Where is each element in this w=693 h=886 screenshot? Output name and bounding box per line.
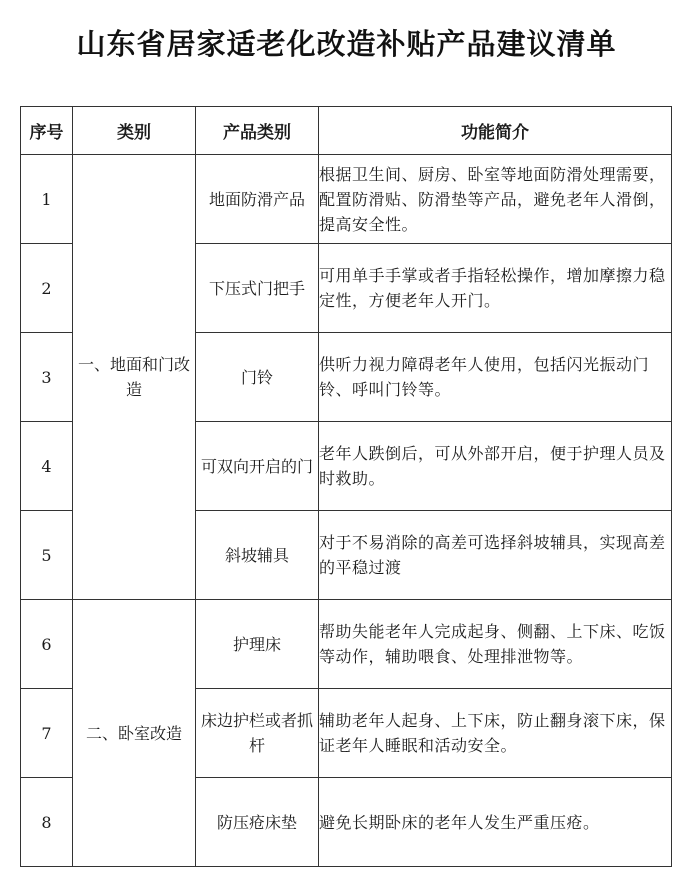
function-description: 根据卫生间、厨房、卧室等地面防滑处理需要，配置防滑贴、防滑垫等产品，避免老年人滑倒，提高安全性。	[319, 155, 672, 244]
row-number: 7	[21, 689, 73, 778]
row-number: 4	[21, 422, 73, 511]
table-row	[21, 600, 672, 689]
product-type: 护理床	[196, 600, 319, 689]
table-row	[21, 155, 672, 244]
row-number: 1	[21, 155, 73, 244]
category-floor-door: 一、地面和门改造	[73, 155, 196, 600]
header-product: 产品类别	[196, 107, 319, 155]
header-category: 类别	[73, 107, 196, 155]
row-number: 5	[21, 511, 73, 600]
product-type: 可双向开启的门	[196, 422, 319, 511]
product-type: 床边护栏或者抓杆	[196, 689, 319, 778]
document-title: 山东省居家适老化改造补贴产品建议清单	[76, 27, 617, 61]
product-type: 防压疮床垫	[196, 778, 319, 867]
product-type: 斜坡辅具	[196, 511, 319, 600]
category-bedroom: 二、卧室改造	[73, 600, 196, 867]
product-list-table	[20, 106, 672, 867]
table-header-row	[21, 107, 672, 155]
row-number: 8	[21, 778, 73, 867]
function-description: 供听力视力障碍老年人使用，包括闪光振动门铃、呼叫门铃等。	[319, 333, 672, 422]
header-no: 序号	[21, 107, 73, 155]
function-description: 辅助老年人起身、上下床，防止翻身滚下床，保证老年人睡眠和活动安全。	[319, 689, 672, 778]
function-description: 对于不易消除的高差可选择斜坡辅具，实现高差的平稳过渡	[319, 511, 672, 600]
function-description: 避免长期卧床的老年人发生严重压疮。	[319, 778, 672, 867]
product-type: 门铃	[196, 333, 319, 422]
product-type: 下压式门把手	[196, 244, 319, 333]
header-function: 功能简介	[319, 107, 672, 155]
row-number: 3	[21, 333, 73, 422]
product-type: 地面防滑产品	[196, 155, 319, 244]
function-description: 老年人跌倒后，可从外部开启，便于护理人员及时救助。	[319, 422, 672, 511]
function-description: 可用单手手掌或者手指轻松操作，增加摩擦力稳定性，方便老年人开门。	[319, 244, 672, 333]
row-number: 6	[21, 600, 73, 689]
function-description: 帮助失能老年人完成起身、侧翻、上下床、吃饭等动作，辅助喂食、处理排泄物等。	[319, 600, 672, 689]
row-number: 2	[21, 244, 73, 333]
